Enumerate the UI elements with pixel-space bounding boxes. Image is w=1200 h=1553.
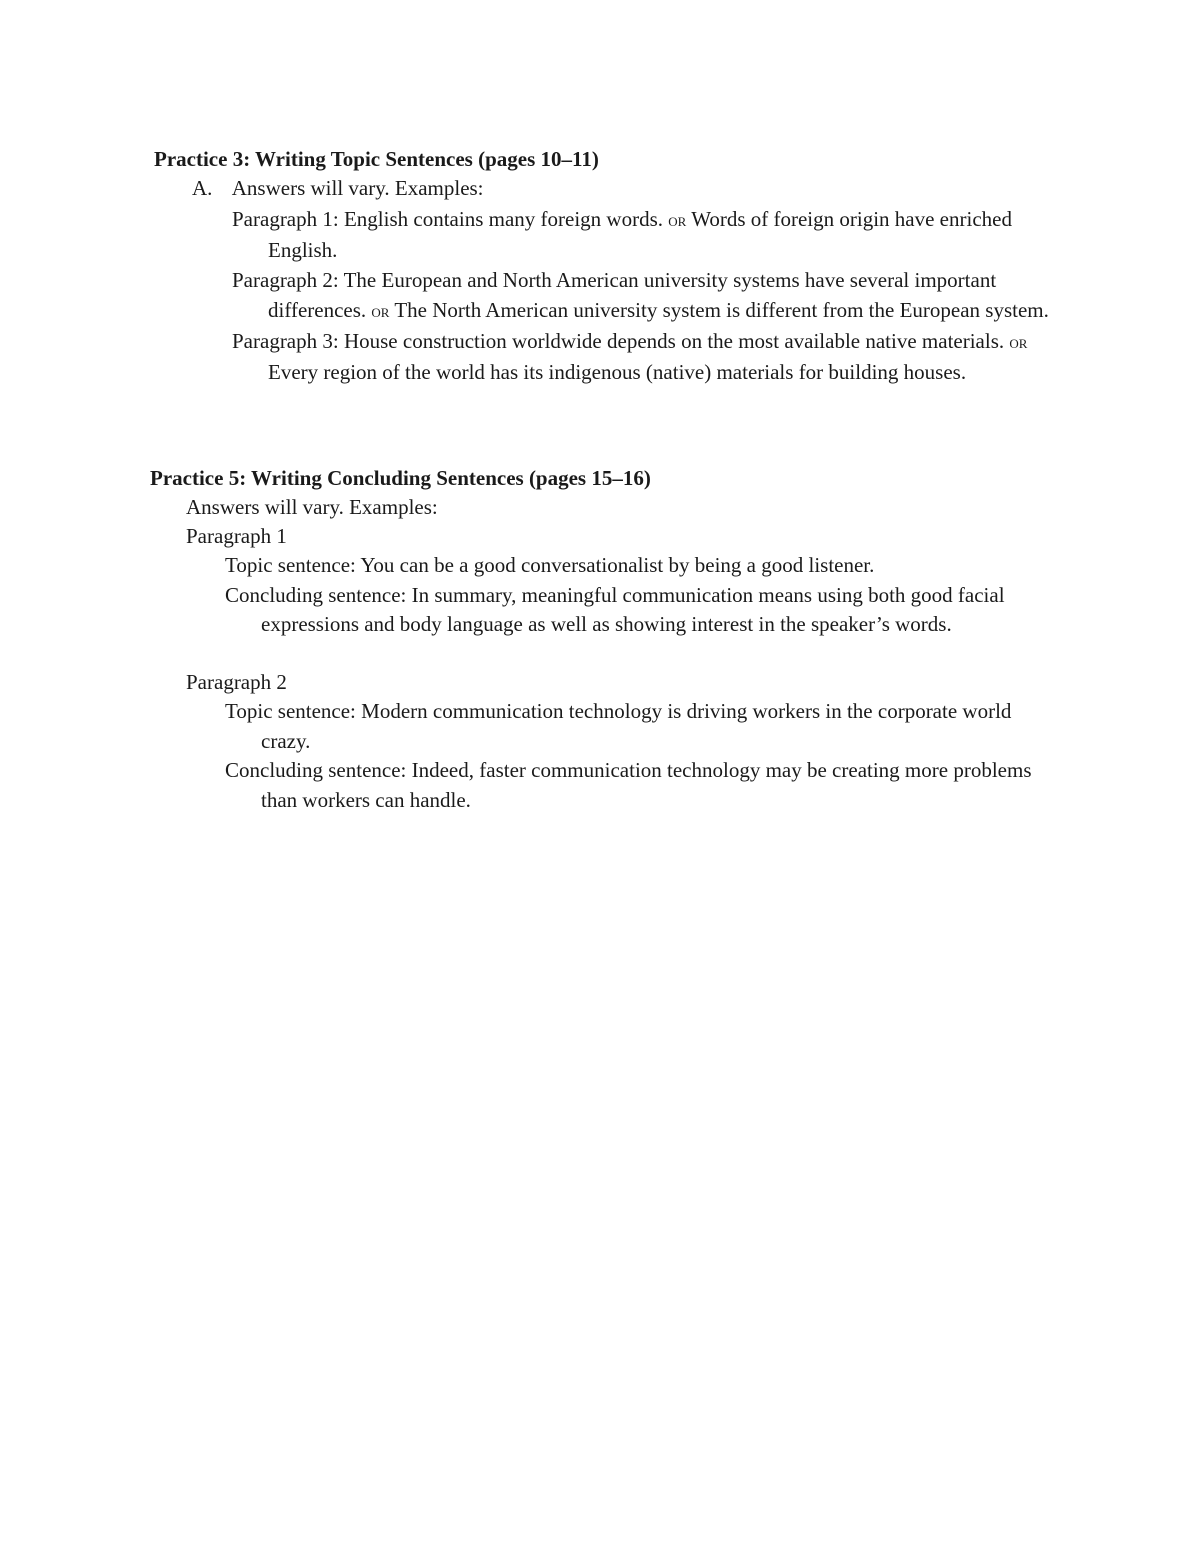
list-item-a — [192, 174, 484, 204]
paragraph-2-sentences — [225, 697, 1035, 815]
section2-intro: Answers will vary. Examples: — [186, 495, 438, 519]
example-paragraph-3: Paragraph 3: House construction worldwide depends on the most available native materials. or Every region of the world has its indigenous (native) materials for building houses. — [232, 329, 1028, 384]
topic-sentence-examples — [232, 205, 1052, 387]
paragraph-1-concluding-sentence: Concluding sentence: In summary, meaningful communication means using both good facial expressions and body language as well as showing interest in the speaker’s words. — [225, 582, 1005, 636]
paragraph-1-label: Paragraph 1 — [186, 524, 287, 548]
list-item-text: Answers will vary. Examples: — [231, 176, 484, 200]
section-heading-practice-5: Practice 5: Writing Concluding Sentences (pages 15–16) — [150, 466, 651, 490]
paragraph-2-label: Paragraph 2 — [186, 670, 287, 694]
example-paragraph-2: Paragraph 2: The European and North American university systems have several important differences. or The North American university system is different from the European system. — [232, 268, 1049, 322]
paragraph-1-topic-sentence: Topic sentence: You can be a good conversationalist by being a good listener. — [225, 553, 875, 577]
paragraph-1-sentences — [225, 551, 1035, 640]
paragraph-2-concluding-sentence: Concluding sentence: Indeed, faster communication technology may be creating more problems than workers can handle. — [225, 758, 1032, 812]
paragraph-2-topic-sentence: Topic sentence: Modern communication technology is driving workers in the corporate world crazy. — [225, 699, 1012, 753]
section-heading-practice-3: Practice 3: Writing Topic Sentences (pages 10–11) — [154, 147, 599, 171]
list-item-letter: A. — [192, 176, 213, 200]
example-paragraph-1: Paragraph 1: English contains many foreign words. or Words of foreign origin have enriched English. — [232, 207, 1012, 262]
